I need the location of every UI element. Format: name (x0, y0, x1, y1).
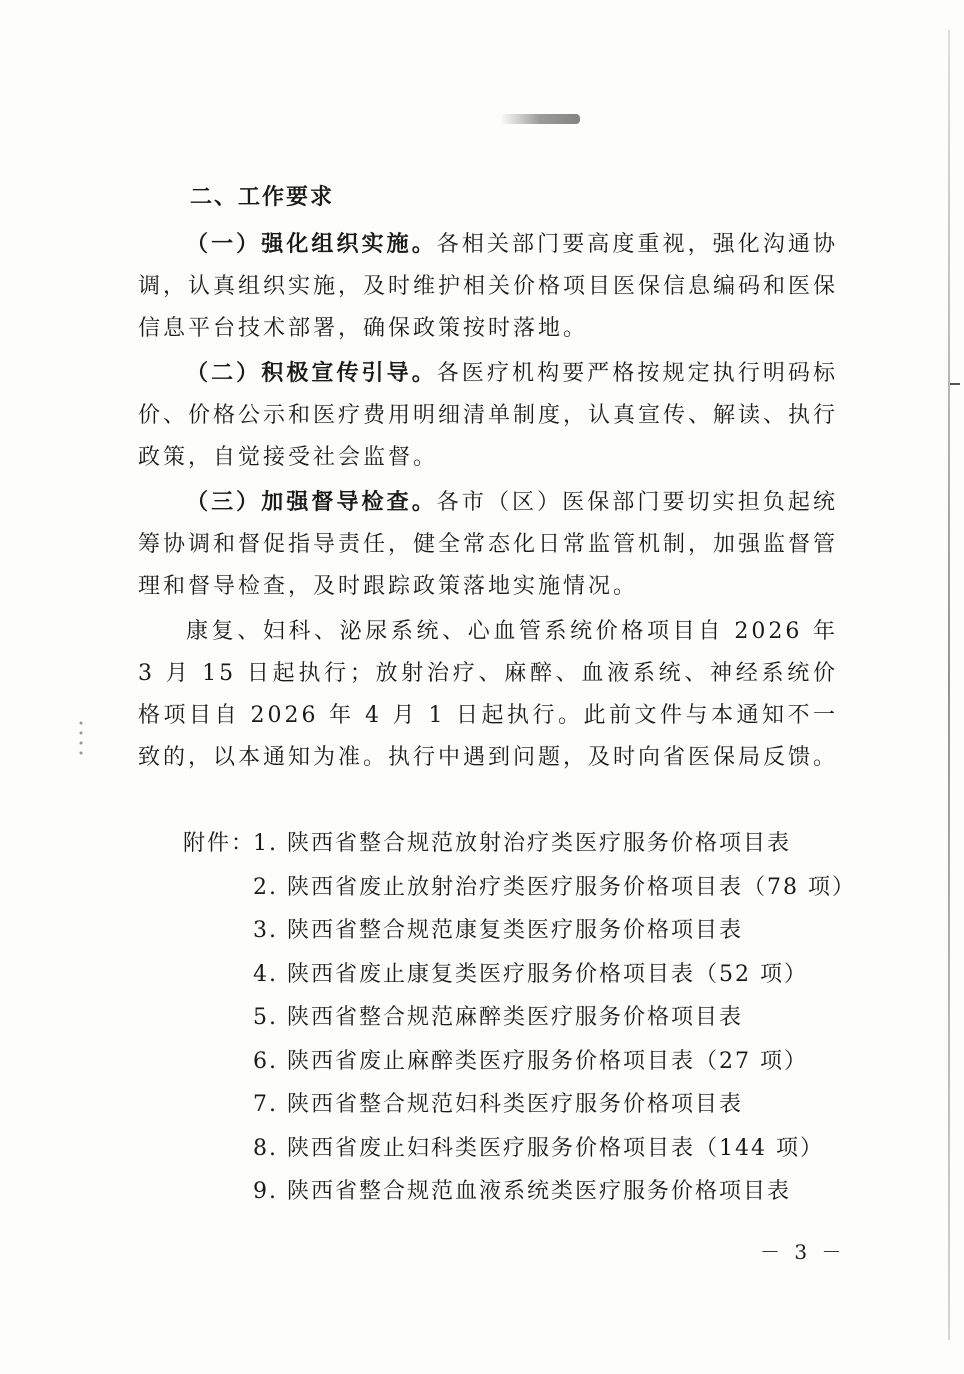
scan-tick-mark (950, 383, 960, 385)
paragraph-text: 各医疗机构要严格按规定执行明码标价、价格公示和医疗费用明细清单制度，认真宣传、解读、执行政策，自觉接受社会监督。 (138, 361, 839, 470)
paragraph-organize (138, 223, 838, 350)
attachment-item: 1. 陕西省整合规范放射治疗类医疗服务价格项目表 (253, 831, 791, 856)
scan-specks (78, 718, 84, 758)
paragraph-supervision (138, 481, 838, 608)
paragraph-text: 各相关部门要高度重视，强化沟通协调，认真组织实施，及时维护相关价格项目医保信息编码和医保信息平台技术部署，确保政策按时落地。 (138, 232, 839, 341)
attachment-item: 7. 陕西省整合规范妇科类医疗服务价格项目表 (253, 1092, 743, 1117)
attachment-item: 5. 陕西省整合规范麻醉类医疗服务价格项目表 (253, 1005, 743, 1030)
scan-smudge (500, 114, 580, 124)
attachment-item: 8. 陕西省废止妇科类医疗服务价格项目表（144 项） (253, 1135, 824, 1161)
paragraph-lead: （一）强化组织实施。 (186, 231, 437, 257)
page-number: － 3 － (760, 1240, 846, 1264)
section-heading: 二、工作要求 (190, 184, 335, 210)
attachment-item: 2. 陕西省废止放射治疗类医疗服务价格项目表（78 项） (253, 874, 856, 900)
attachment-item: 4. 陕西省废止康复类医疗服务价格项目表（52 项） (253, 961, 808, 987)
scan-edge-line (948, 30, 950, 1340)
attachment-item: 9. 陕西省整合规范血液系统类医疗服务价格项目表 (253, 1179, 791, 1204)
paragraph-lead: （二）积极宣传引导。 (186, 360, 437, 386)
attachments-list (253, 822, 856, 1214)
paragraph-lead: （三）加强督导检查。 (186, 489, 437, 515)
attachment-item: 6. 陕西省废止麻醉类医疗服务价格项目表（27 项） (253, 1048, 808, 1074)
paragraph-publicity (138, 352, 838, 479)
paragraph-text: 康复、妇科、泌尿系统、心血管系统价格项目自 2026 年 3 月 15 日起执行；放射治疗、麻醉、血液系统、神经系统价格项目自 2026 年 4 月 1 日起执行。此前文件与本通知不一致的，以本通知为准。执行中遇到问题，及时向省医保局反馈。 (138, 619, 839, 770)
attachment-item: 3. 陕西省整合规范康复类医疗服务价格项目表 (253, 918, 743, 943)
paragraph-text: 各市（区）医保部门要切实担负起统筹协调和督促指导责任，健全常态化日常监管机制，加强监督管理和督导检查，及时跟踪政策落地实施情况。 (138, 490, 839, 599)
paragraph-effective-dates (138, 610, 838, 779)
attachments-label: 附件： (183, 831, 256, 856)
